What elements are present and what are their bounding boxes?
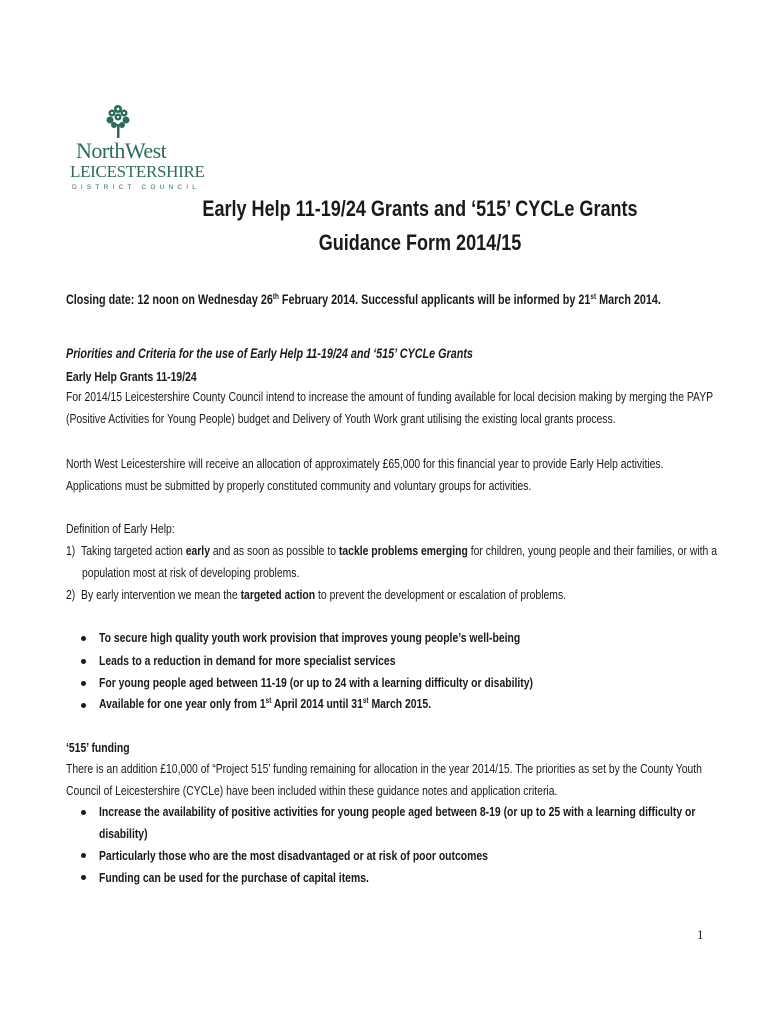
definition-item-2: 2) By early intervention we mean the targeted action to prevent the development or escalation of problems. (66, 587, 567, 602)
funding-515-line2: Council of Leicestershire (CYCLe) have been included within these guidance notes and application criteria. (66, 783, 558, 798)
criteria-bullet: For young people aged between 11-19 (or up to 24 with a learning difficulty or disability) (99, 675, 533, 690)
bullet-dot (81, 681, 86, 686)
funding-bullet-1-line2: disability) (99, 826, 148, 841)
early-help-heading: Early Help Grants 11-19/24 (66, 369, 197, 384)
bullet-dot (81, 810, 86, 815)
early-help-paragraph2-line2: Applications must be submitted by properly constituted community and voluntary groups for activities. (66, 478, 532, 493)
criteria-bullet: Leads to a reduction in demand for more specialist services (99, 653, 396, 668)
definition-item-1: 1) Taking targeted action early and as soon as possible to tackle problems emerging for children, young people and their families, or with a (66, 543, 717, 558)
bullet-dot (81, 875, 86, 880)
definition-heading: Definition of Early Help: (66, 521, 175, 536)
page-number: 1 (697, 927, 704, 942)
bullet-dot (81, 703, 86, 708)
early-help-paragraph1-line1: For 2014/15 Leicestershire County Council intend to increase the amount of funding available for local decision making by merging the PAYP (66, 389, 714, 404)
funding-515-line1: There is an addition £10,000 of “Project 515’ funding remaining for allocation in the year 2014/15. The priorities as set by the County Youth (66, 761, 702, 776)
funding-bullet-2: Particularly those who are the most disadvantaged or at risk of poor outcomes (99, 848, 488, 863)
logo-text-leicestershire: LEICESTERSHIRE (70, 162, 205, 181)
logo-text-northwest: NorthWest (76, 138, 167, 163)
early-help-paragraph2-line1: North West Leicestershire will receive an allocation of approximately £65,000 for this financial year to provide Early Help activities. (66, 456, 664, 471)
criteria-bullet: To secure high quality youth work provision that improves young people’s well-being (99, 630, 521, 645)
early-help-paragraph1-line2: (Positive Activities for Young People) budget and Delivery of Youth Work grant utilising the existing local grants process. (66, 411, 616, 426)
logo-text-district-council: DISTRICT COUNCIL (72, 184, 201, 191)
bullet-dot (81, 659, 86, 664)
definition-item-1-line2: population most at risk of developing problems. (82, 565, 300, 580)
document-title-line2: Guidance Form 2014/15 (318, 230, 522, 255)
funding-bullet-1: Increase the availability of positive activities for young people aged between 8-19 (or up to 25 with a learning difficulty or (99, 804, 696, 819)
priorities-heading: Priorities and Criteria for the use of Early Help 11-19/24 and ‘515’ CYCLe Grants (66, 346, 473, 361)
criteria-bullet-availability: Available for one year only from 1st April 2014 until 31st March 2015. (99, 696, 432, 711)
funding-bullet-3: Funding can be used for the purchase of capital items. (99, 870, 369, 885)
funding-515-heading: ‘515’ funding (66, 740, 130, 755)
tree-logo-icon (98, 104, 138, 140)
bullet-dot (81, 636, 86, 641)
closing-date: Closing date: 12 noon on Wednesday 26th February 2014. Successful applicants will be informed by 21st March 2014. (66, 292, 661, 307)
document-title-line1: Early Help 11-19/24 Grants and ‘515’ CYCLe Grants (202, 196, 638, 221)
council-logo (70, 104, 205, 196)
bullet-dot (81, 853, 86, 858)
